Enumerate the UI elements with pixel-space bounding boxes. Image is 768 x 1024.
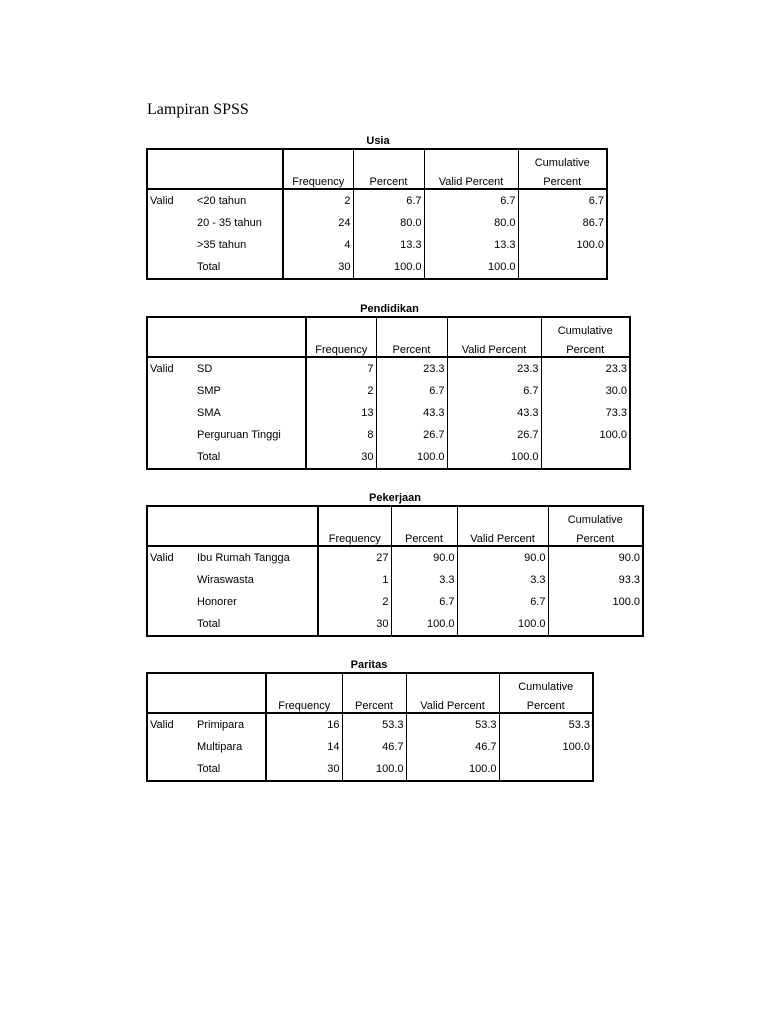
- header-row: [147, 337, 630, 357]
- cell-cumulative: [499, 758, 593, 781]
- header-cumulative: Cumulative: [518, 149, 607, 169]
- cell-percent: 46.7: [342, 736, 406, 758]
- table-row: [147, 546, 643, 569]
- cell-frequency: 30: [306, 446, 376, 469]
- cell-percent: 80.0: [353, 212, 424, 234]
- frequency-table-paritas: [146, 672, 594, 782]
- cell-frequency: 2: [318, 591, 391, 613]
- row-label: Total: [197, 451, 221, 463]
- header-cumulative: Cumulative: [541, 317, 630, 337]
- table-title: Pekerjaan: [369, 492, 421, 504]
- header-valid-percent: Valid Percent: [424, 169, 518, 189]
- cell-frequency: 30: [283, 256, 353, 279]
- cell-frequency: 27: [318, 546, 391, 569]
- table-usia-block: [146, 134, 610, 280]
- cell-cumulative: [541, 446, 630, 469]
- row-label: SMP: [197, 385, 221, 397]
- cell-cumulative: [548, 613, 643, 636]
- cell-cumulative: [518, 256, 607, 279]
- cell-cumulative: 23.3: [541, 357, 630, 380]
- cell-cumulative: 53.3: [499, 713, 593, 736]
- table-row: [147, 713, 593, 736]
- table-row-total: [147, 446, 630, 469]
- table-row: [147, 189, 607, 212]
- cell-percent: 100.0: [342, 758, 406, 781]
- cell-frequency: 8: [306, 424, 376, 446]
- header-row: [147, 526, 643, 546]
- header-cumulative-percent: Percent: [548, 526, 643, 546]
- cell-frequency: 24: [283, 212, 353, 234]
- frequency-table-pekerjaan: [146, 505, 644, 637]
- header-row: [147, 317, 630, 337]
- table-title: Pendidikan: [360, 303, 419, 315]
- cell-frequency: 30: [318, 613, 391, 636]
- cell-percent: 3.3: [391, 569, 457, 591]
- cell-frequency: 16: [266, 713, 342, 736]
- header-valid-percent: Valid Percent: [457, 526, 548, 546]
- header-percent: Percent: [342, 693, 406, 713]
- header-valid-percent: Valid Percent: [406, 693, 499, 713]
- header-row: [147, 506, 643, 526]
- table-row: [147, 402, 630, 424]
- cell-cumulative: 86.7: [518, 212, 607, 234]
- header-frequency: Frequency: [266, 693, 342, 713]
- cell-valid-percent: 53.3: [406, 713, 499, 736]
- frequency-table-pendidikan: [146, 316, 631, 470]
- cell-frequency: 7: [306, 357, 376, 380]
- cell-percent: 26.7: [376, 424, 447, 446]
- header-row: [147, 673, 593, 693]
- group-label: Valid: [150, 719, 174, 731]
- header-percent: Percent: [376, 337, 447, 357]
- row-label: >35 tahun: [197, 239, 247, 251]
- cell-frequency: 30: [266, 758, 342, 781]
- cell-percent: 23.3: [376, 357, 447, 380]
- row-label: SD: [197, 363, 213, 375]
- header-cumulative-percent: Percent: [518, 169, 607, 189]
- cell-cumulative: 100.0: [499, 736, 593, 758]
- group-label: Valid: [150, 195, 174, 207]
- cell-percent: 90.0: [391, 546, 457, 569]
- cell-percent: 43.3: [376, 402, 447, 424]
- table-title: Usia: [366, 135, 390, 147]
- header-frequency: Frequency: [283, 169, 353, 189]
- row-label: SMA: [197, 407, 221, 419]
- cell-valid-percent: 80.0: [424, 212, 518, 234]
- row-label: Perguruan Tinggi: [197, 429, 281, 441]
- table-row: [147, 234, 607, 256]
- cell-percent: 6.7: [391, 591, 457, 613]
- cell-cumulative: 6.7: [518, 189, 607, 212]
- cell-cumulative: 90.0: [548, 546, 643, 569]
- cell-cumulative: 93.3: [548, 569, 643, 591]
- page-title: Lampiran SPSS: [147, 101, 249, 118]
- cell-frequency: 14: [266, 736, 342, 758]
- table-row: [147, 569, 643, 591]
- row-label: 20 - 35 tahun: [197, 217, 262, 229]
- cell-cumulative: 73.3: [541, 402, 630, 424]
- cell-valid-percent: 3.3: [457, 569, 548, 591]
- table-row: [147, 380, 630, 402]
- header-valid-percent: Valid Percent: [447, 337, 541, 357]
- table-row-total: [147, 758, 593, 781]
- table-title: Paritas: [350, 659, 388, 671]
- cell-valid-percent: 43.3: [447, 402, 541, 424]
- header-row: [147, 169, 607, 189]
- row-label: Multipara: [197, 741, 243, 753]
- cell-percent: 6.7: [353, 189, 424, 212]
- table-paritas-block: [146, 658, 594, 782]
- row-label: Primipara: [197, 719, 245, 731]
- table-row: [147, 424, 630, 446]
- frequency-table-usia: [146, 148, 608, 280]
- cell-valid-percent: 23.3: [447, 357, 541, 380]
- table-pekerjaan-block: [146, 491, 644, 637]
- table-row: [147, 736, 593, 758]
- header-cumulative: Cumulative: [548, 506, 643, 526]
- cell-valid-percent: 100.0: [447, 446, 541, 469]
- cell-valid-percent: 26.7: [447, 424, 541, 446]
- group-label: Valid: [150, 552, 174, 564]
- cell-cumulative: 30.0: [541, 380, 630, 402]
- cell-valid-percent: 100.0: [457, 613, 548, 636]
- cell-valid-percent: 13.3: [424, 234, 518, 256]
- header-percent: Percent: [353, 169, 424, 189]
- header-cumulative-percent: Percent: [499, 693, 593, 713]
- cell-percent: 13.3: [353, 234, 424, 256]
- cell-frequency: 13: [306, 402, 376, 424]
- row-label: Ibu Rumah Tangga: [197, 552, 290, 564]
- cell-valid-percent: 6.7: [447, 380, 541, 402]
- cell-percent: 100.0: [376, 446, 447, 469]
- table-row: [147, 591, 643, 613]
- header-percent: Percent: [391, 526, 457, 546]
- cell-percent: 53.3: [342, 713, 406, 736]
- header-cumulative: Cumulative: [499, 673, 593, 693]
- cell-cumulative: 100.0: [541, 424, 630, 446]
- row-label: Wiraswasta: [197, 574, 254, 586]
- cell-frequency: 4: [283, 234, 353, 256]
- row-label: Total: [197, 261, 221, 273]
- cell-valid-percent: 90.0: [457, 546, 548, 569]
- table-row: [147, 212, 607, 234]
- cell-valid-percent: 100.0: [406, 758, 499, 781]
- cell-cumulative: 100.0: [548, 591, 643, 613]
- cell-valid-percent: 100.0: [424, 256, 518, 279]
- cell-cumulative: 100.0: [518, 234, 607, 256]
- table-row: [147, 357, 630, 380]
- table-row-total: [147, 613, 643, 636]
- header-frequency: Frequency: [306, 337, 376, 357]
- header-cumulative-percent: Percent: [541, 337, 630, 357]
- table-pendidikan-block: [146, 302, 633, 470]
- cell-percent: 100.0: [391, 613, 457, 636]
- row-label: Honorer: [197, 596, 237, 608]
- cell-valid-percent: 6.7: [457, 591, 548, 613]
- row-label: Total: [197, 618, 221, 630]
- cell-frequency: 2: [306, 380, 376, 402]
- cell-valid-percent: 6.7: [424, 189, 518, 212]
- row-label: <20 tahun: [197, 195, 247, 207]
- cell-percent: 6.7: [376, 380, 447, 402]
- row-label: Total: [197, 763, 221, 775]
- cell-frequency: 1: [318, 569, 391, 591]
- header-row: [147, 149, 607, 169]
- cell-percent: 100.0: [353, 256, 424, 279]
- cell-valid-percent: 46.7: [406, 736, 499, 758]
- table-row-total: [147, 256, 607, 279]
- cell-frequency: 2: [283, 189, 353, 212]
- header-row: [147, 693, 593, 713]
- group-label: Valid: [150, 363, 174, 375]
- header-frequency: Frequency: [318, 526, 391, 546]
